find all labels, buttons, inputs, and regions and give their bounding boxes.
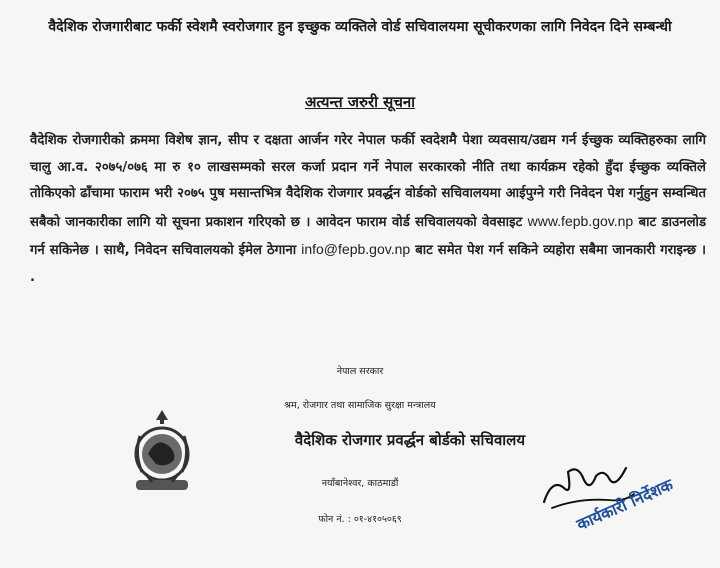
office-phone: फोन नं. : ०१-४१०५०६९ [318, 514, 402, 525]
notice-heading: वैदेशिक रोजगारीबाट फर्की स्वेशमै स्वरोजगार हुन इच्छुक व्यक्तिले वोर्ड सचिवालयमा सूचीकरणका लागि निवेदन दिने सम्बन्धी [48, 19, 672, 35]
nepal-government-emblem-icon [126, 404, 198, 498]
office-address: नयाँबानेश्वर, काठमाडौं [321, 478, 399, 489]
notice-body [30, 128, 706, 291]
notice-body-part1: वैदेशिक रोजगारीको क्रममा विशेष ज्ञान, सीप र दक्षता आर्जन गरेर नेपाल फर्की स्वदेशमै पेशा व्यवसाय/उद्यम गर्न ईच्छुक व्यक्तिहरुका लागि चालु आ.व. २०७५/०७६ मा रु १० लाखसम्मको सरल कर्जा प्रदान गर्ने नेपाल सरकारको नीति तथा कार्यक्रम रहेको हुँदा ईच्छुक व्यक्तिले तोकिएको ढाँचामा फाराम भरी २०७५ पुष मसान्तभित्र वैदेशिक रोजगार प्रवर्द्धन वोर्डको सचिवालयमा आईपुग्ने गरी निवेदन पेश गर्नुहुन सम्वन्धित सबैको जानकारीका लागि यो सूचना प्रकाशन गरिएको छ । आवेदन फाराम वोर्ड सचिवालयको वेवसाइट [30, 133, 706, 230]
office-name: वैदेशिक रोजगार प्रवर्द्धन बोर्डको सचिवालय [294, 431, 526, 449]
website-link[interactable]: www.fepb.gov.np [527, 212, 634, 229]
ministry-name: श्रम, रोजगार तथा सामाजिक सुरक्षा मन्त्रालय [284, 400, 436, 411]
notice-title: अत्यन्त जरुरी सूचना [304, 93, 416, 111]
executive-director-stamp: कार्यकारी निर्देशक [573, 474, 676, 535]
email-link[interactable]: info@fepb.gov.np [301, 241, 411, 257]
notice-body-part2: बाट डाउनलोड गर्न सकिनेछ । साथै, निवेदन सचिवालयको ईमेल ठेगाना [30, 214, 706, 258]
notice-body-part3: बाट समेत पेश गर्न सकिने व्यहोरा सबैमा जानकारी गराइन्छ । . [30, 243, 707, 285]
government-name: नेपाल सरकार [336, 366, 384, 377]
